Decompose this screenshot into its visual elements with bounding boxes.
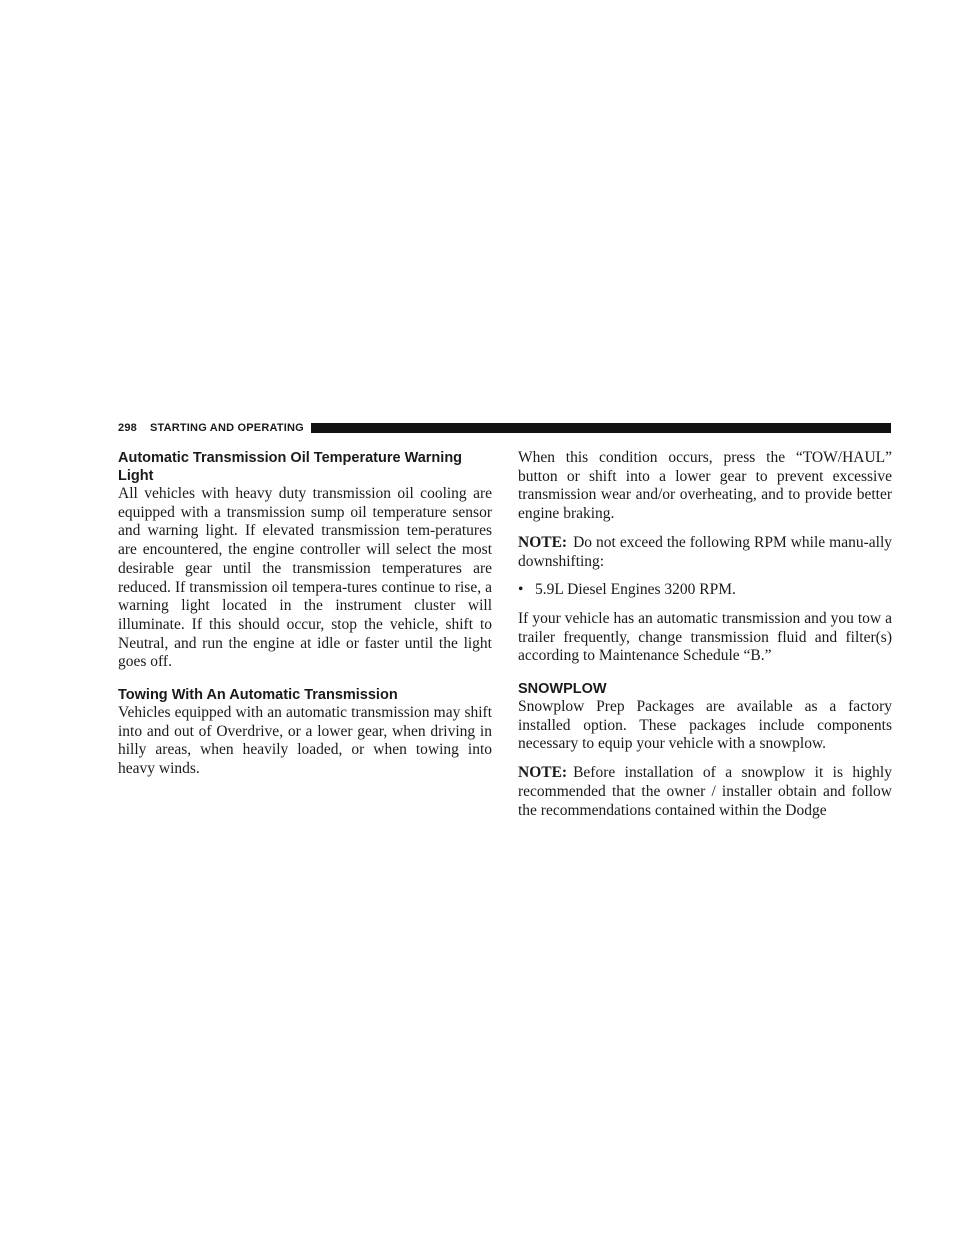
heading-oil-temperature-warning: Automatic Transmission Oil Temperature Warning Light	[118, 450, 463, 484]
left-column	[118, 449, 492, 779]
page-header	[118, 420, 891, 436]
paragraph-transmission-fluid: If your vehicle has an automatic transmission and you tow a trailer frequently, change transmission fluid and filter(s) according to Maintenance Schedule “B.”	[518, 609, 892, 665]
note-text: Do not exceed the following RPM while manu-ally downshifting:	[518, 533, 892, 570]
list-item	[518, 581, 892, 600]
heading-towing-automatic: Towing With An Automatic Transmission	[118, 687, 398, 704]
paragraph-tow-haul: When this condition occurs, press the “TOW/HAUL” button or shift into a lower gear to prevent excessive transmission wear and/or overheating, and to provide better engine braking.	[518, 449, 892, 523]
note-rpm	[518, 534, 892, 571]
note-label: NOTE:	[518, 533, 568, 551]
note-text: Before installation of a snowplow it is highly recommended that the owner / installer obtain and follow the recommendations contained within the Dodge	[518, 764, 892, 819]
note-snowplow	[518, 764, 892, 820]
page-number: 298	[118, 422, 137, 434]
bullet-icon: •	[518, 581, 524, 599]
note-label: NOTE:	[518, 764, 568, 782]
paragraph-towing: Vehicles equipped with an automatic transmission may shift into and out of Overdrive, or a lower gear, when driving in hilly areas, when heavily loaded, or when towing into heavy winds.	[118, 704, 492, 778]
heading-snowplow: SNOWPLOW	[518, 681, 607, 698]
section-title: STARTING AND OPERATING	[149, 422, 304, 434]
header-rule-bar	[311, 423, 891, 433]
bullet-text: 5.9L Diesel Engines 3200 RPM.	[535, 581, 736, 599]
paragraph-oil-temperature: All vehicles with heavy duty transmission oil cooling are equipped with a transmission sump oil temperature sensor and warning light. If elevated transmission tem-peratures are encountered, the engine controller will select the most desirable gear until the transmission temperatures are reduced. If transmission oil tempera-tures continue to rise, a warning light located in the instrument cluster will illuminate. If this should occur, stop the vehicle, shift to Neutral, and run the engine at idle or faster until the light goes off.	[118, 485, 492, 671]
right-column	[518, 449, 892, 820]
paragraph-snowplow: Snowplow Prep Packages are available as a factory installed option. These packages include components necessary to equip your vehicle with a snowplow.	[518, 698, 892, 753]
